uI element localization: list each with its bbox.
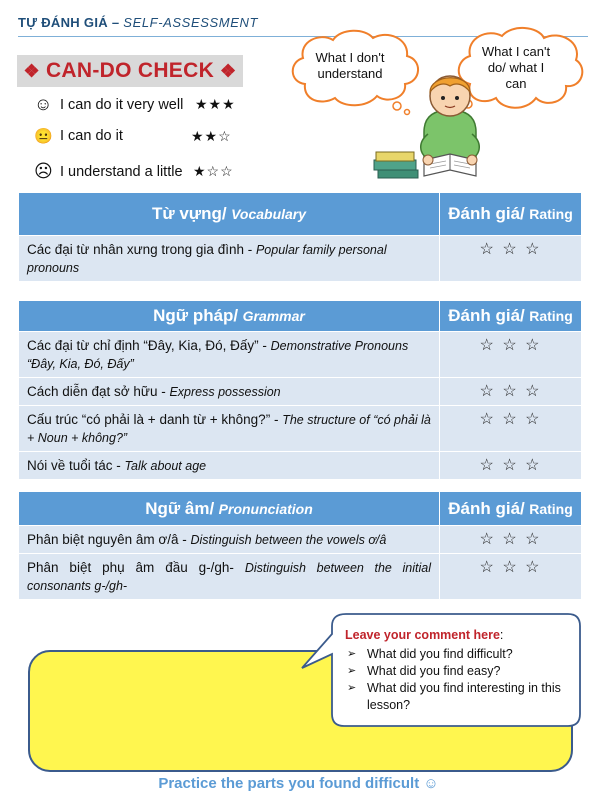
can-do-title-box <box>17 55 243 87</box>
rating-stars[interactable]: ☆ ☆ ☆ <box>440 554 582 600</box>
question-text: What did you find easy? <box>367 664 501 678</box>
header-title-vi: TỰ ĐÁNH GIÁ <box>18 15 108 30</box>
rating-header-en: Rating <box>529 500 573 517</box>
item-cell <box>19 526 440 554</box>
cloud-right-text: What I can't do/ what I can <box>481 44 551 91</box>
level-label: I can do it very well <box>60 96 184 113</box>
neutral-face-icon: 😐 <box>34 128 53 145</box>
rating-header-vi: Đánh giá/ <box>448 306 525 325</box>
item-sep: - <box>243 242 256 257</box>
comment-colon: : <box>499 628 504 642</box>
item-vi: Các đại từ chỉ định “Đây, Kia, Đó, Đấy” <box>27 338 259 353</box>
can-do-title: CAN-DO CHECK <box>45 59 215 82</box>
question-text: What did you find difficult? <box>367 647 513 661</box>
level-stars: ★★★ <box>195 96 236 112</box>
rating-stars[interactable]: ☆ ☆ ☆ <box>440 452 582 480</box>
rating-header-en: Rating <box>529 206 573 222</box>
item-vi: Cách diễn đạt sở hữu <box>27 384 158 399</box>
level-very-well <box>34 94 236 115</box>
item-cell <box>19 452 440 480</box>
item-vi: Các đại từ nhân xưng trong gia đình <box>27 242 244 257</box>
item-en: Demonstrative Pronouns “Đây, Kia, Đó, Đấy” <box>27 339 409 371</box>
pronunciation-header-en: Pronunciation <box>218 500 313 517</box>
table-row <box>19 452 582 480</box>
level-understand-little <box>34 161 234 182</box>
item-en: Distinguish between the vowels ơ/â <box>190 533 387 547</box>
grammar-table <box>18 300 582 480</box>
grammar-header <box>19 301 440 332</box>
diamond-icon: ❖ <box>23 60 40 81</box>
arrow-bullet-icon: ➢ <box>347 682 357 694</box>
list-item <box>345 680 573 714</box>
table-row <box>19 526 582 554</box>
table-row <box>19 406 582 452</box>
rating-header-vi: Đánh giá/ <box>448 204 525 223</box>
frowning-face-icon: ☹ <box>34 161 53 181</box>
footer-note: Practice the parts you found difficult ☺ <box>158 775 439 792</box>
vocabulary-header-en: Vocabulary <box>231 206 307 222</box>
list-item <box>345 663 573 680</box>
page-header <box>18 15 258 30</box>
rating-stars[interactable]: ☆ ☆ ☆ <box>440 332 582 378</box>
header-title-en: SELF-ASSESSMENT <box>123 15 258 30</box>
grammar-header-vi: Ngữ pháp/ <box>153 306 239 325</box>
pronunciation-table <box>18 491 582 600</box>
table-row <box>19 236 582 282</box>
item-en: Talk about age <box>124 459 207 473</box>
item-cell <box>19 378 440 406</box>
comment-lead: Leave your comment here <box>345 628 500 642</box>
arrow-bullet-icon: ➢ <box>347 665 357 677</box>
comment-prompt <box>345 627 573 714</box>
item-en: Express possession <box>169 385 281 399</box>
item-sep: - <box>178 532 191 547</box>
item-cell <box>19 554 440 600</box>
level-label: I can do it <box>60 128 123 144</box>
item-sep <box>234 560 245 575</box>
item-en: Distinguish between the initial consonants g-/gh- <box>27 561 431 593</box>
item-vi: Phân biệt phụ âm đầu g-/gh- <box>27 560 234 575</box>
item-cell <box>19 406 440 452</box>
vocabulary-header <box>19 193 440 236</box>
level-stars: ★☆☆ <box>193 163 234 179</box>
list-item <box>345 646 573 663</box>
cloud-left-text: What I don't understand <box>315 50 385 81</box>
item-sep: - <box>258 338 271 353</box>
rating-header-en: Rating <box>529 308 573 324</box>
rating-stars[interactable]: ☆ ☆ ☆ <box>440 406 582 452</box>
rating-header-vi: Đánh giá/ <box>448 498 525 518</box>
item-cell <box>19 236 440 282</box>
item-sep: - <box>157 384 170 399</box>
arrow-bullet-icon: ➢ <box>347 648 357 660</box>
rating-stars[interactable]: ☆ ☆ ☆ <box>440 378 582 406</box>
rating-stars[interactable]: ☆ ☆ ☆ <box>440 526 582 554</box>
rating-header <box>440 492 582 526</box>
vocabulary-table <box>18 192 582 282</box>
grammar-header-en: Grammar <box>242 308 305 324</box>
item-en: Popular family personal pronouns <box>27 243 387 275</box>
rating-stars[interactable]: ☆ ☆ ☆ <box>440 236 582 282</box>
comment-question-list <box>345 646 573 714</box>
table-row <box>19 332 582 378</box>
item-en: The structure of “có phải là + Noun + không?” <box>27 413 431 445</box>
question-text: What did you find interesting in this lesson? <box>367 681 561 712</box>
item-vi: Cấu trúc “có phải là + danh từ + không?” <box>27 412 271 427</box>
vocabulary-header-vi: Từ vựng/ <box>151 204 227 223</box>
rating-header <box>440 301 582 332</box>
rating-header <box>440 193 582 236</box>
level-label: I understand a little <box>60 163 183 180</box>
pronunciation-header <box>19 492 440 526</box>
diamond-icon: ❖ <box>220 60 237 81</box>
pronunciation-header-vi: Ngữ âm/ <box>145 498 215 518</box>
table-row <box>19 378 582 406</box>
level-can-do <box>34 127 232 145</box>
smiling-face-icon: ☺ <box>34 94 53 114</box>
header-dash: – <box>111 15 120 30</box>
level-stars: ★★☆ <box>191 127 232 144</box>
item-vi: Nói về tuổi tác <box>27 458 113 473</box>
item-sep: - <box>112 458 125 473</box>
student-reading-illustration <box>372 68 522 188</box>
item-vi: Phân biệt nguyên âm ơ/â <box>27 532 179 547</box>
item-cell <box>19 332 440 378</box>
table-row <box>19 554 582 600</box>
item-sep: - <box>270 412 283 427</box>
